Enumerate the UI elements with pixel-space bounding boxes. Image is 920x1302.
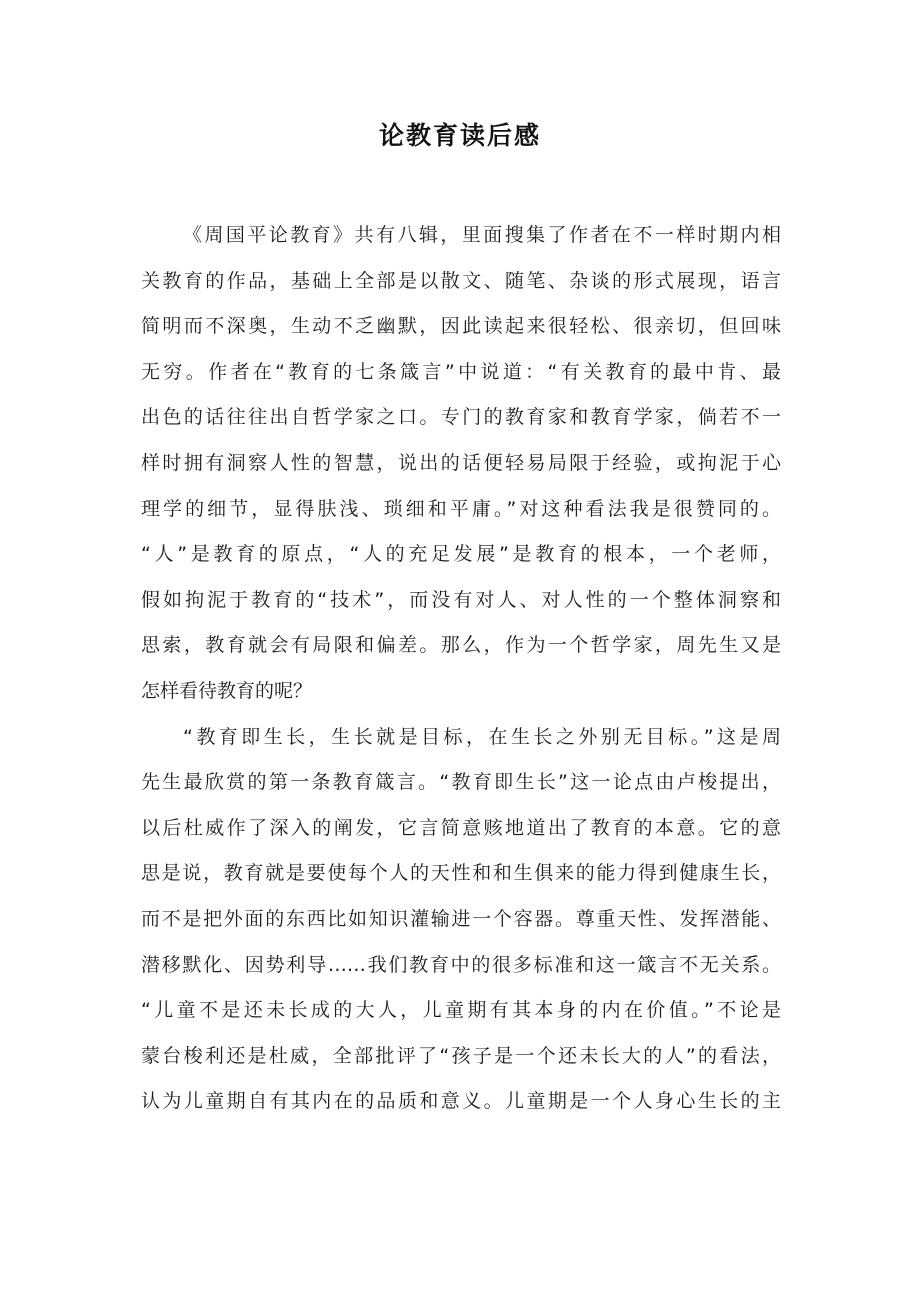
paragraph-2-line: “教育即生长，生长就是目标，在生长之外别无目标。”这是周 [183,725,781,748]
paragraph-2-line: 思是说，教育就是要使每个人的天性和和生俱来的能力得到健康生长， [141,862,781,885]
paragraph-2-line: “儿童不是还未长成的大人，儿童期有其本身的内在价值。”不论是 [141,999,781,1022]
paragraph-1-line: 怎样看待教育的呢？ [141,679,313,702]
paragraph-1-line: 出色的话往往出自哲学家之口。专门的教育家和教育学家，倘若不一 [141,406,781,429]
paragraph-2-line: 先生最欣赏的第一条教育箴言。“教育即生长”这一论点由卢梭提出， [141,771,781,794]
paragraph-1-line: 无穷。作者在“教育的七条箴言”中说道：“有关教育的最中肯、最 [141,360,781,383]
paragraph-1-line: 思索，教育就会有局限和偏差。那么，作为一个哲学家，周先生又是 [141,634,781,657]
paragraph-1-line: 样时拥有洞察人性的智慧，说出的话便轻易局限于经验，或拘泥于心 [141,451,781,474]
paragraph-1-line: “人”是教育的原点，“人的充足发展”是教育的根本，一个老师， [141,543,781,566]
paragraph-1-line: 《周国平论教育》共有八辑，里面搜集了作者在不一样时期内相 [183,224,781,246]
document-body [141,213,781,1125]
paragraph-1-line: 关教育的作品，基础上全部是以散文、随笔、杂谈的形式展现，语言 [141,269,781,292]
paragraph-2-line: 潜移默化、因势利导……我们教育中的很多标准和这一箴言不无关系。 [141,953,781,976]
paragraph-2-line: 而不是把外面的东西比如知识灌输进一个容器。尊重天性、发挥潜能、 [141,907,781,930]
paragraph-1-line: 简明而不深奥，生动不乏幽默，因此读起来很轻松、很亲切，但回味 [141,315,781,338]
paragraph-2-line: 蒙台梭利还是杜威，全部批评了“孩子是一个还未长大的人”的看法， [141,1044,781,1067]
paragraph-1-line: 假如拘泥于教育的“技术”，而没有对人、对人性的一个整体洞察和 [141,588,781,611]
document-title: 论教育读后感 [378,121,541,150]
paragraph-1-line: 理学的细节，显得肤浅、琐细和平庸。”对这种看法我是很赞同的。 [141,497,781,520]
paragraph-2-line: 以后杜威作了深入的阐发，它言简意赅地道出了教育的本意。它的意 [141,816,781,839]
paragraph-2-line: 认为儿童期自有其内在的品质和意义。儿童期是一个人身心生长的主 [141,1090,781,1113]
